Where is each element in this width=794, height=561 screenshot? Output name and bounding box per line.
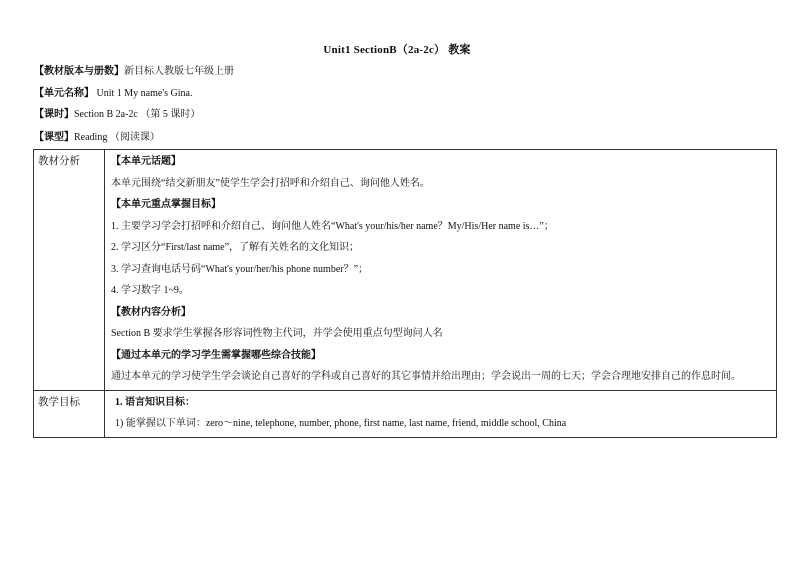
section-heading: 1. 语言知识目标： xyxy=(115,396,195,408)
paragraph-line: Section B 要求学生掌握各形容词性物主代词，并学会使用重点句型询问人名 xyxy=(111,328,443,339)
section-heading: 【本单元话题】 xyxy=(111,156,181,167)
list-item: 3. 学习查询电话号码“What's your/her/his phone number？”； xyxy=(111,263,369,275)
meta-textbook xyxy=(34,65,234,78)
meta-lesson xyxy=(34,108,200,121)
meta-label: 【课时】 xyxy=(34,109,74,120)
list-item: 4. 学习数字 1~9。 xyxy=(111,285,189,296)
row-label-analysis: 教材分析 xyxy=(34,150,105,391)
meta-label: 【单元名称】 xyxy=(34,88,94,99)
lesson-table xyxy=(33,149,777,438)
meta-label: 【教材版本与册数】 xyxy=(34,66,124,77)
document-title: Unit1 SectionB（2a-2c） 教案 xyxy=(323,44,471,56)
meta-label: 【课型】 xyxy=(34,132,74,143)
list-item: 1. 主要学习学会打招呼和介绍自己、询问他人姓名“What's your/his/her name？My/His/Her name is…”； xyxy=(111,220,554,232)
meta-type xyxy=(34,131,160,144)
section-heading: 【教材内容分析】 xyxy=(111,306,191,318)
meta-value: Reading （阅读课） xyxy=(74,132,160,143)
paragraph-line: 通过本单元的学习使学生学会谈论自己喜好的学科或自己喜好的其它事情并给出理由；学会说出一周的七天；学会合理地安排自己的作息时间。 xyxy=(111,371,741,382)
row-content-objectives xyxy=(105,390,777,437)
section-heading: 【本单元重点掌握目标】 xyxy=(111,199,221,210)
list-item: 2. 学习区分“First/last name”，了解有关姓名的文化知识； xyxy=(111,242,360,253)
table-row xyxy=(34,390,777,437)
meta-unit xyxy=(34,87,192,100)
meta-value: Unit 1 My name's Gina. xyxy=(94,88,193,99)
list-item: 1) 能掌握以下单词：zero～nine, telephone, number, phone, first name, last name, friend, middle school, China xyxy=(115,418,567,429)
row-content-analysis xyxy=(105,150,777,391)
row-label-objectives: 教学目标 xyxy=(34,390,105,437)
meta-value: 新目标人教版七年级上册 xyxy=(124,66,234,77)
section-heading: 【通过本单元的学习学生需掌握哪些综合技能】 xyxy=(111,349,321,361)
meta-value: Section B 2a-2c （第 5 课时） xyxy=(74,109,201,120)
paragraph-line: 本单元围绕“结交新朋友”使学生学会打招呼和介绍自己、询问他人姓名。 xyxy=(111,177,430,189)
table-row xyxy=(34,150,777,391)
